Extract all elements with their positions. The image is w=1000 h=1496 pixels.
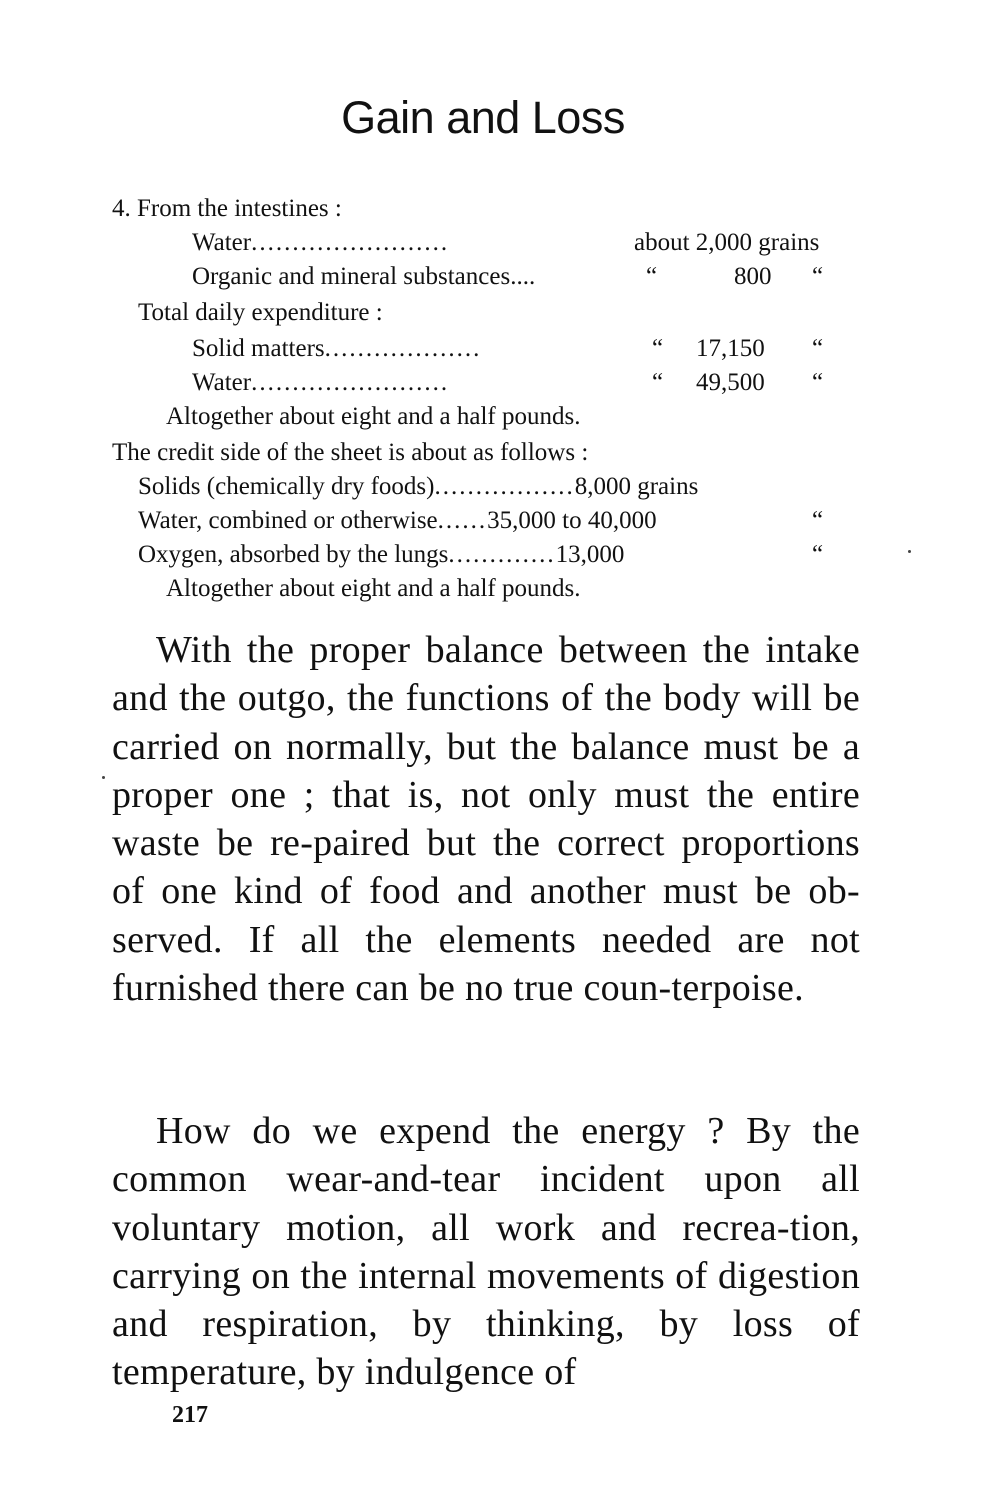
table-heading-credit: The credit side of the sheet is about as follows :	[112, 439, 589, 466]
table-row-water-label	[192, 230, 449, 255]
table-row-solids	[138, 474, 698, 499]
ditto-mark: “	[812, 335, 824, 362]
table-row-solid-label	[192, 336, 481, 361]
ditto-mark: “	[812, 507, 824, 534]
table-row-water-combined	[138, 508, 657, 533]
table-row-organic-value: 800	[734, 263, 772, 290]
table-row-water2-label	[192, 370, 449, 395]
paragraph-text: How do we expend the energy ? By the common wear-and-tear incident upon all voluntary motion, all work and recrea-tion, carrying on the internal movements of digestion and respiration, by thinking, by loss of temperature, by indulgence of	[112, 1110, 860, 1394]
row-label: Oxygen, absorbed by the lungs	[138, 541, 449, 568]
body-paragraph	[112, 1107, 860, 1397]
leader-dots: .................	[434, 473, 575, 500]
table-total-note: Altogether about eight and a half pounds.	[166, 575, 581, 602]
table-row-water2-value: 49,500	[696, 369, 765, 396]
ditto-mark: “	[812, 369, 824, 396]
table-heading-intestines: 4. From the intestines :	[112, 195, 342, 222]
row-value: 8,000 grains	[574, 473, 699, 500]
ditto-mark: “	[652, 369, 664, 396]
scan-speck	[102, 776, 105, 779]
table-row-oxygen	[138, 542, 624, 567]
row-value: 13,000	[555, 541, 625, 568]
page-number: 217	[172, 1402, 208, 1428]
table-row-solid-value: 17,150	[696, 335, 765, 362]
table-heading-total: Total daily expenditure :	[138, 299, 383, 326]
table-row-organic-label: Organic and mineral substances....	[192, 263, 536, 290]
scan-speck	[908, 550, 911, 553]
table-total-note: Altogether about eight and a half pounds.	[166, 403, 581, 430]
leader-dots: ......	[437, 507, 488, 534]
page-title: Gain and Loss	[341, 92, 625, 143]
row-label: Solid matters	[192, 335, 325, 362]
ditto-mark: “	[812, 263, 824, 290]
row-value: 35,000 to 40,000	[487, 507, 657, 534]
row-label: Water, combined or otherwise	[138, 507, 438, 534]
ditto-mark: “	[812, 541, 824, 568]
table-row-water-value: about 2,000 grains	[634, 229, 820, 256]
leader-dots: ........................	[251, 229, 450, 256]
paragraph-text: With the proper balance between the intake and the outgo, the functions of the body will be carried on normally, but the balance must be a proper one ; that is, not only must the entire waste be re-paired but the correct proportions of one kind of food and another must be ob-served. If all the elements needed are not furnished there can be no true coun-terpoise.	[112, 629, 860, 1010]
ditto-mark: “	[646, 263, 658, 290]
leader-dots: ........................	[251, 369, 450, 396]
body-paragraph	[112, 626, 860, 1012]
ditto-mark: “	[652, 335, 664, 362]
row-label: Solids (chemically dry foods)	[138, 473, 435, 500]
leader-dots: ...................	[324, 335, 482, 362]
row-label: Water	[192, 369, 252, 396]
leader-dots: .............	[448, 541, 556, 568]
row-label: Water	[192, 229, 252, 256]
